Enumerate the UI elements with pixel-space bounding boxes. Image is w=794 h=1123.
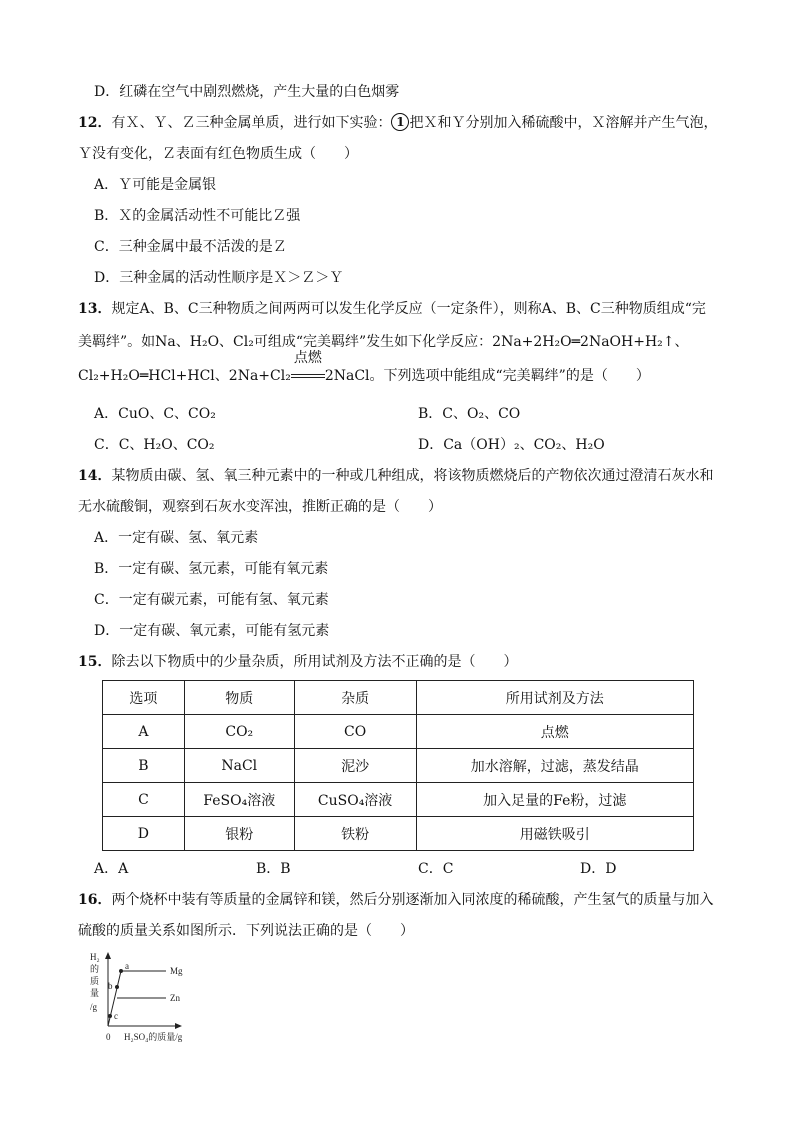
q14-option-b: B．一定有碳、氢元素，可能有氧元素: [94, 561, 329, 577]
table-cell: 点燃: [416, 715, 693, 749]
series-label-mg: Mg: [170, 966, 183, 976]
q12-option-b: B．Ｘ的金属活动性不可能比Ｚ强: [94, 208, 301, 224]
table-row: [103, 817, 694, 851]
origin-label: 0: [106, 1032, 111, 1042]
point-b: [115, 985, 119, 989]
table-cell: 泥沙: [294, 749, 416, 783]
point-label-b: b: [108, 981, 113, 991]
table-cell: CO₂: [184, 715, 294, 749]
table-cell: NaCl: [184, 749, 294, 783]
x-axis-label: H₂SO₄的质量/g: [124, 1032, 183, 1042]
y-label-line: H₂: [90, 952, 100, 962]
q12-stem-line2: Ｙ没有变化，Ｚ表面有红色物质生成（ ）: [78, 146, 358, 162]
q13-option-a: A．CuO、C、CO₂: [94, 406, 216, 422]
table-header-cell: 选项: [103, 681, 185, 715]
q13-option-d: D．Ca（OH）₂、CO₂、H₂O: [418, 437, 605, 453]
table-cell: CO: [294, 715, 416, 749]
table-cell: 加入足量的Fe粉，过滤: [416, 783, 693, 817]
y-label-line: /g: [90, 1002, 98, 1012]
table-cell: CuSO₄溶液: [294, 783, 416, 817]
y-axis-arrow-icon: [105, 952, 111, 959]
x-axis-arrow-icon: [175, 1023, 182, 1029]
q15-option-a: A．A: [94, 861, 129, 877]
q15-stem: 15．除去以下物质中的少量杂质，所用试剂及方法不正确的是（ ）: [78, 654, 518, 670]
table-cell: A: [103, 715, 185, 749]
q13-stem-line3: Cl₂+H₂O═HCl+HCl、2Na+Cl₂ 点燃 2NaCl。下列选项中能组成“完美羁绊”的是（ ）: [78, 350, 650, 384]
q14-option-a: A．一定有碳、氢、氧元素: [94, 530, 259, 546]
q11-option-d: D．红磷在空气中剧烈燃烧，产生大量的白色烟雾: [94, 84, 400, 100]
q14-option-c: C．一定有碳元素，可能有氢、氧元素: [94, 592, 329, 608]
q16-stem-line1: 16．两个烧杯中装有等质量的金属锌和镁，然后分别逐渐加入同浓度的稀硫酸，产生氢气的质量与加入: [78, 892, 714, 908]
y-label-line: 量: [90, 988, 100, 998]
q13-option-c: C．C、H₂O、CO₂: [94, 437, 215, 453]
table-header-cell: 物质: [184, 681, 294, 715]
equals-arrow-icon: [291, 374, 325, 378]
point-c: [108, 1014, 112, 1018]
table-cell: 加水溶解，过滤，蒸发结晶: [416, 749, 693, 783]
q13-stem-line1: 13．规定A、B、C三种物质之间两两可以发生化学反应（一定条件），则称A、B、C三种物质组成“完: [78, 301, 706, 317]
table-cell: D: [103, 817, 185, 851]
q12-number: 12．: [78, 115, 112, 131]
table-cell: 银粉: [184, 817, 294, 851]
q12-option-d: D．三种金属的活动性顺序是Ｘ＞Ｚ＞Ｙ: [94, 270, 344, 286]
q14-stem-line1: 14．某物质由碳、氢、氧三种元素中的一种或几种组成，将该物质燃烧后的产物依次通过澄清石灰水和: [78, 468, 714, 484]
table-header-cell: 杂质: [294, 681, 416, 715]
q12-option-a: A．Ｙ可能是金属银: [94, 177, 217, 193]
q16-graph: [88, 950, 208, 1045]
q16-number: 16．: [78, 892, 112, 908]
q14-stem-line2: 无水硫酸铜，观察到石灰水变浑浊，推断正确的是（ ）: [78, 499, 442, 515]
q15-option-b: B．B: [256, 861, 291, 877]
q12-stem-line1: 12．有Ｘ、Ｙ、Ｚ三种金属单质，进行如下实验： 1 把Ｘ和Ｙ分别加入稀硫酸中，Ｘ溶解并产生气泡，: [78, 115, 718, 131]
q13-stem-line2: 美羁绊”。如Na、H₂O、Cl₂可组成“完美羁绊”发生如下化学反应：2Na+2H₂O═2NaOH+H₂↑、: [78, 334, 689, 350]
circled-number-icon: 1: [391, 113, 409, 131]
table-row: [103, 715, 694, 749]
q13-option-b: B．C、O₂、CO: [418, 406, 521, 422]
q15-option-d: D．D: [580, 861, 617, 877]
q13-number: 13．: [78, 301, 112, 317]
table-cell: B: [103, 749, 185, 783]
q15-table: [102, 680, 694, 851]
y-label-line: 的: [90, 964, 100, 974]
point-a: [119, 969, 123, 973]
q14-number: 14．: [78, 468, 112, 484]
table-row: [103, 783, 694, 817]
table-cell: FeSO₄溶液: [184, 783, 294, 817]
table-cell: C: [103, 783, 185, 817]
point-label-c: c: [114, 1011, 118, 1021]
table-header-cell: 所用试剂及方法: [416, 681, 693, 715]
table-cell: 用磁铁吸引: [416, 817, 693, 851]
q15-number: 15．: [78, 654, 112, 670]
table-header-row: [103, 681, 694, 715]
q15-option-c: C．C: [418, 861, 454, 877]
point-label-a: a: [125, 961, 129, 971]
table-row: [103, 749, 694, 783]
reaction-condition: 点燃: [291, 366, 325, 386]
q12-option-c: C．三种金属中最不活泼的是Ｚ: [94, 239, 287, 255]
q16-stem-line2: 硫酸的质量关系如图所示．下列说法正确的是（ ）: [78, 923, 414, 939]
q14-option-d: D．一定有碳、氧元素，可能有氢元素: [94, 623, 330, 639]
y-label-line: 质: [90, 976, 100, 986]
series-label-zn: Zn: [170, 993, 180, 1003]
table-cell: 铁粉: [294, 817, 416, 851]
